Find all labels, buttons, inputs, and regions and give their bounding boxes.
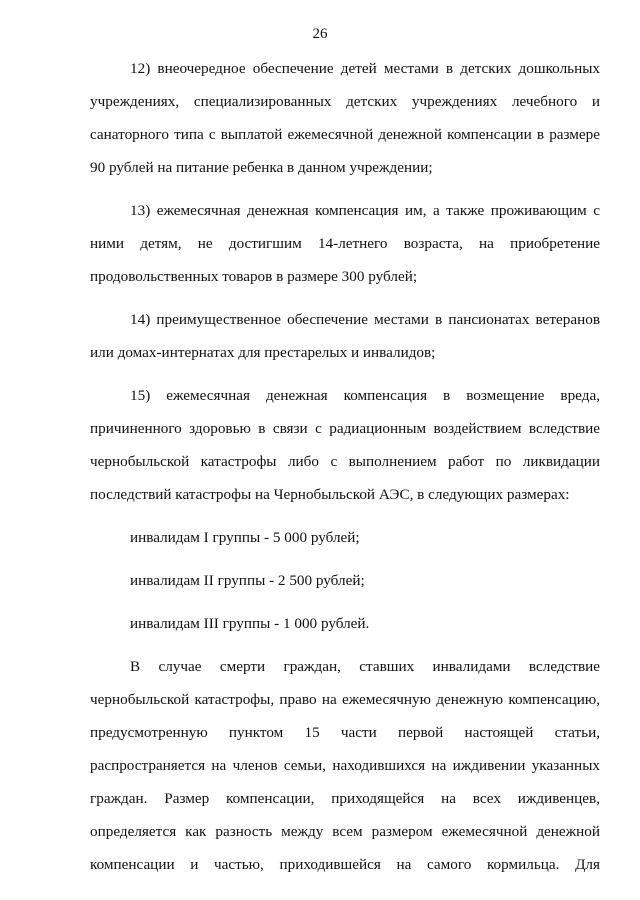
text-line: 13) ежемесячная денежная компенсация им, а также проживающим с [130, 202, 600, 219]
text-line: санаторного типа с выплатой ежемесячной денежной компенсации в размере [90, 126, 600, 143]
text-line: 14) преимущественное обеспечение местами в пансионатах ветеранов [130, 311, 600, 328]
text-line: 15) ежемесячная денежная компенсация в возмещение вреда, [130, 387, 600, 404]
paragraph-item-14 [90, 303, 600, 369]
text-line: ними детям, не достигшим 14-летнего возраста, на приобретение [90, 235, 600, 252]
text-line: чернобыльской катастрофы либо с выполнением работ по ликвидации [90, 453, 600, 470]
text-line: В случае смерти граждан, ставших инвалидами вследствие [130, 658, 600, 675]
page-number: 26 [312, 26, 328, 42]
text-line: определяется как разность между всем размером ежемесячной денежной [90, 823, 600, 840]
text-line: чернобыльской катастрофы, право на ежемесячную денежную компенсацию, [90, 691, 600, 708]
text-line: компенсации и частью, приходившейся на самого кормильца. Для [90, 856, 600, 873]
paragraph-death-case [90, 650, 600, 881]
text-line: последствий катастрофы на Чернобыльской АЭС, в следующих размерах: [90, 486, 570, 503]
paragraph-item-13 [90, 194, 600, 293]
text-line: граждан. Размер компенсации, приходящейся на всех иждивенцев, [90, 790, 600, 807]
text-line: или домах-интернатах для престарелых и инвалидов; [90, 344, 436, 361]
paragraph-item-15 [90, 379, 600, 511]
text-line: 90 рублей на питание ребенка в данном учреждении; [90, 159, 433, 176]
text-line: 12) внеочередное обеспечение детей местами в детских дошкольных [130, 60, 600, 77]
disability-group-2-rate [90, 564, 600, 597]
document-body [90, 52, 600, 881]
text-line: распространяется на членов семьи, находившихся на иждивении указанных [90, 757, 600, 774]
text-line: продовольственных товаров в размере 300 рублей; [90, 268, 418, 285]
text-line: инвалидам I группы - 5 000 рублей; [130, 529, 360, 546]
text-line: причиненного здоровью в связи с радиационным воздействием вследствие [90, 420, 600, 437]
disability-group-3-rate [90, 607, 600, 640]
disability-group-1-rate [90, 521, 600, 554]
text-line: учреждениях, специализированных детских учреждениях лечебного и [90, 93, 600, 110]
text-line: инвалидам III группы - 1 000 рублей. [130, 615, 370, 632]
text-line: инвалидам II группы - 2 500 рублей; [130, 572, 365, 589]
paragraph-item-12 [90, 52, 600, 184]
text-line: предусмотренную пунктом 15 части первой настоящей статьи, [90, 724, 600, 741]
